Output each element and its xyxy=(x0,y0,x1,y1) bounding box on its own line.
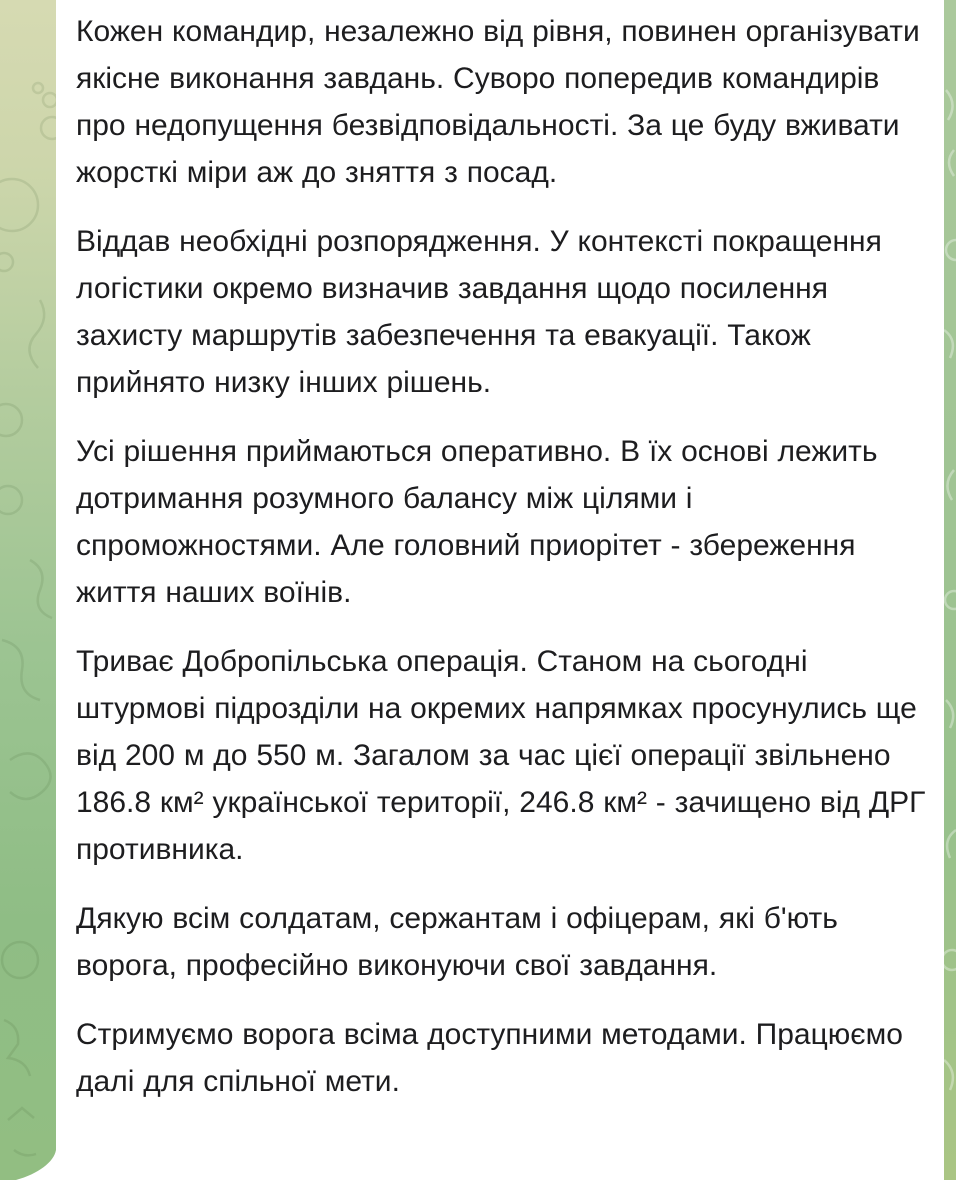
message-paragraph-1: Кожен командир, незалежно від рівня, повинен організувати якісне виконання завдань. Суворо попередив командирів про недопущення безвідповідальності. За це буду вживати жорсткі міри аж до зняття з посад. xyxy=(76,15,920,189)
chat-wallpaper-right xyxy=(944,0,956,1180)
wallpaper-doodle-pattern-icon xyxy=(0,0,56,1180)
chat-wallpaper-left xyxy=(0,0,56,1180)
message-paragraph-6: Стримуємо ворога всіма доступними методами. Працюємо далі для спільної мети. xyxy=(76,1018,903,1098)
wallpaper-doodle-pattern-icon xyxy=(944,0,956,1180)
message-paragraph-3: Усі рішення приймаються оперативно. В їх основі лежить дотримання розумного балансу між цілями і спроможностями. Але головний приорітет - збереження життя наших воїнів. xyxy=(76,435,878,609)
message-paragraph-4: Триває Добропільська операція. Станом на сьогодні штурмові підрозділи на окремих напрямках просунулись ще від 200 м до 550 м. Загалом за час цієї операції звільнено 186.8 км² української території, 246.8 км² - зачищено від ДРГ противника. xyxy=(76,645,926,866)
message-bubble-tail xyxy=(0,1150,56,1180)
message-paragraph-2: Віддав необхідні розпорядження. У контексті покращення логістики окремо визначив завдання щодо посилення захисту маршрутів забезпечення та евакуації. Також прийнято низку інших рішень. xyxy=(76,225,882,399)
message-paragraph-5: Дякую всім солдатам, сержантам і офіцерам, які б'ють ворога, професійно виконуючи свої завдання. xyxy=(76,902,838,982)
incoming-message-bubble[interactable] xyxy=(56,0,944,1180)
